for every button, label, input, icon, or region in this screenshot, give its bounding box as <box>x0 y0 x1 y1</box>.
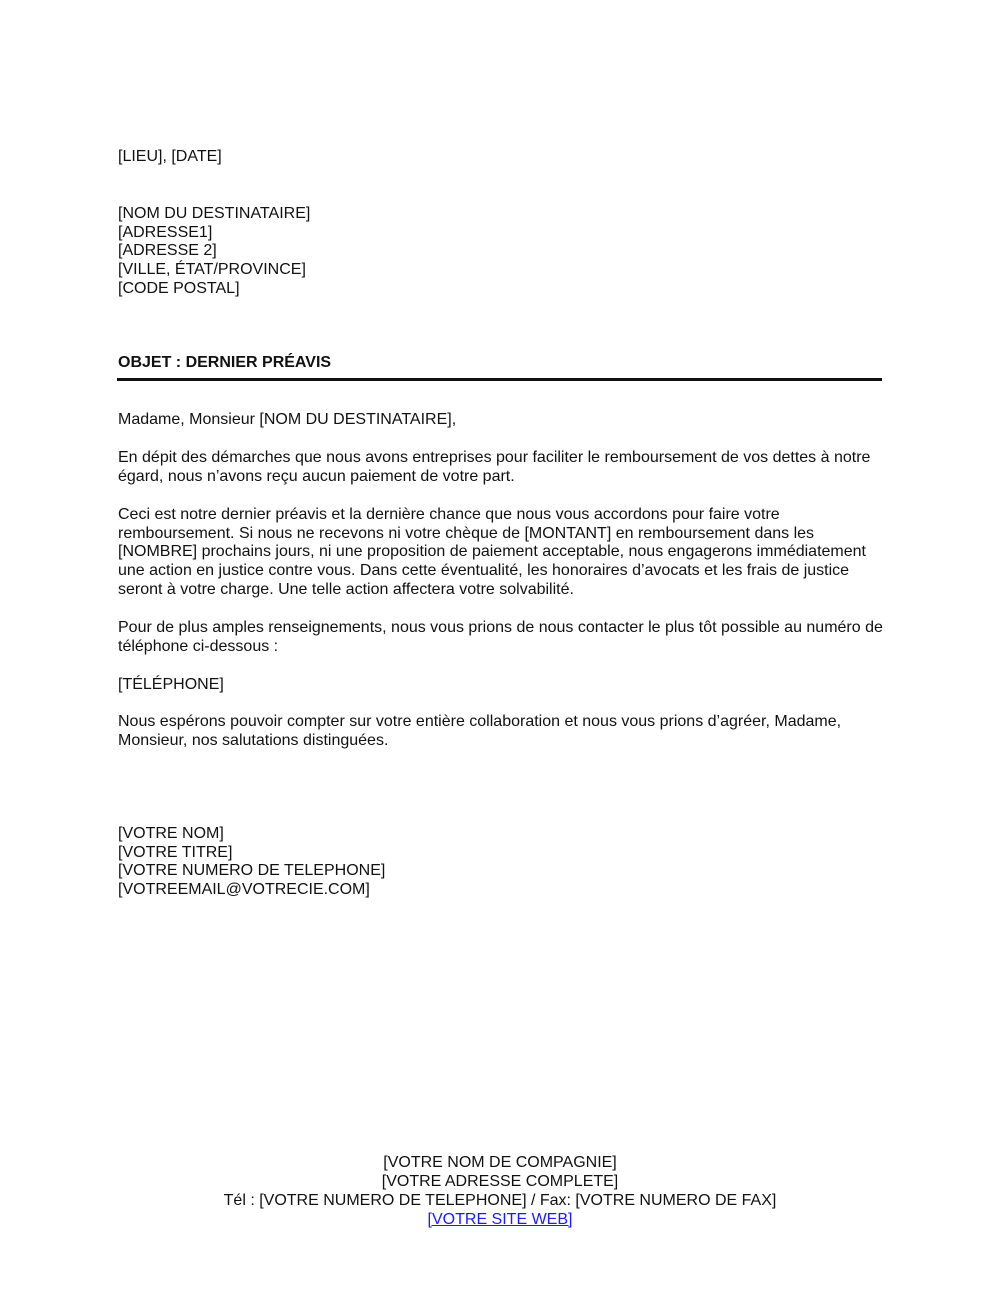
salutation-text: Madame, Monsieur [NOM DU DESTINATAIRE], <box>118 411 457 428</box>
closing-text: Nous espérons pouvoir compter sur votre entière collaboration et nous vous prions d’agréer, Madame, Monsieur, nos salutations distinguées. <box>118 713 842 749</box>
subject-divider <box>117 378 882 381</box>
recipient-name: [NOM DU DESTINATAIRE] <box>118 205 311 222</box>
recipient-city-state: [VILLE, ÉTAT/PROVINCE] <box>118 261 306 279</box>
telephone-text: [TÉLÉPHONE] <box>118 676 224 693</box>
salutation <box>118 411 888 430</box>
place-date-text: [LIEU], [DATE] <box>118 148 222 165</box>
paragraph-1 <box>118 449 888 486</box>
recipient-address2: [ADRESSE 2] <box>118 242 217 260</box>
recipient-postal-code: [CODE POSTAL] <box>118 279 240 297</box>
company-footer <box>0 1153 1000 1229</box>
footer-company-name: [VOTRE NOM DE COMPAGNIE] <box>383 1154 617 1171</box>
paragraph-3-text: Pour de plus amples renseignements, nous vous prions de nous contacter le plus tôt possible au numéro de téléphone ci-dessous : <box>118 619 883 655</box>
telephone-placeholder <box>118 676 888 695</box>
paragraph-3 <box>118 619 888 656</box>
footer-address: [VOTRE ADRESSE COMPLETE] <box>381 1173 619 1190</box>
place-date <box>118 148 888 167</box>
paragraph-2 <box>118 506 888 600</box>
signature-name: [VOTRE NOM] <box>118 825 224 842</box>
signature-email: [VOTREEMAIL@VOTRECIE.COM] <box>118 881 370 899</box>
footer-phone-fax: Tél : [VOTRE NUMERO DE TELEPHONE] / Fax: [VOTRE NUMERO DE FAX] <box>223 1192 777 1209</box>
signature-phone: [VOTRE NUMERO DE TELEPHONE] <box>118 862 386 880</box>
signature-title: [VOTRE TITRE] <box>118 843 233 861</box>
subject-heading: OBJET : DERNIER PRÉAVIS <box>118 354 332 371</box>
footer-website-link[interactable]: [VOTRE SITE WEB] <box>427 1211 573 1228</box>
signature-block <box>118 825 888 900</box>
recipient-address-block <box>118 205 888 299</box>
paragraph-2-text: Ceci est notre dernier préavis et la dernière chance que nous vous accordons pour faire votre remboursement. Si nous ne recevons ni votre chèque de [MONTANT] en remboursement dans les [NOMBRE] prochains jours, ni une proposition de paiement acceptable, nous engagerons immédiatement une action en justice contre vous. Dans cette éventualité, les honoraires d’avocats et les frais de justice seront à votre charge. Une telle action affectera votre solvabilité. <box>118 506 866 598</box>
paragraph-1-text: En dépit des démarches que nous avons entreprises pour faciliter le remboursement de vos dettes à notre égard, nous n’avons reçu aucun paiement de votre part. <box>118 449 871 485</box>
closing-paragraph <box>118 713 878 750</box>
recipient-address1: [ADRESSE1] <box>118 223 213 241</box>
